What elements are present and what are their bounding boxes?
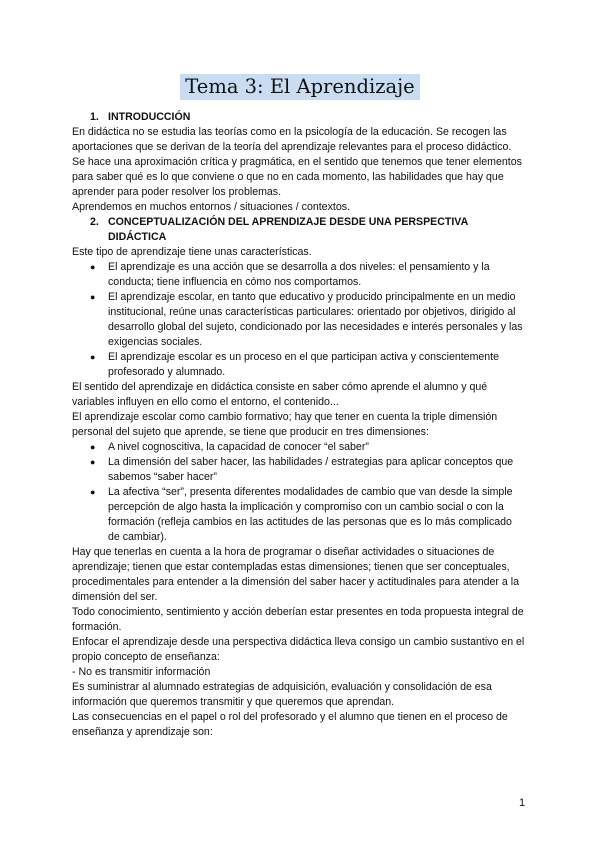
title-wrapper: [0, 74, 600, 100]
paragraph: Hay que tenerlas en cuenta a la hora de programar o diseñar actividades o situaciones de aprendizaje; tienen que estar contempladas estas dimensiones; tienen que ser conceptuales, procedimentales para entender a la dimensión del saber hacer y actitudinales para atender a la dimensión del ser.: [72, 546, 519, 603]
paragraph: Este tipo de aprendizaje tiene unas características.: [72, 246, 312, 258]
list-item: ● El aprendizaje escolar es un proceso en el que participan activa y conscientemente profesorado y alumnado.: [72, 350, 532, 380]
page-number: 1: [519, 797, 526, 809]
section-title: CONCEPTUALIZACIÓN DEL APRENDIZAJE DESDE UNA PERSPECTIVA DIDÁCTICA: [108, 216, 468, 243]
section-number: 1.: [90, 111, 99, 123]
paragraph: Enfocar el aprendizaje desde una perspectiva didáctica lleva consigo un cambio sustantivo en el propio concepto de enseñanza:: [72, 636, 525, 663]
section-2-heading: [72, 215, 532, 245]
bullet-list: [72, 260, 532, 380]
list-item: ● El aprendizaje es una acción que se desarrolla a dos niveles: el pensamiento y la conducta; tiene influencia en cómo nos comportamos.: [72, 260, 532, 290]
section-title: INTRODUCCIÓN: [108, 111, 191, 123]
bullet-list: [72, 440, 532, 545]
paragraph: - No es transmitir información: [72, 666, 211, 678]
paragraph: Todo conocimiento, sentimiento y acción deberían estar presentes en toda propuesta integral de formación.: [72, 606, 524, 633]
paragraph: Aprendemos en muchos entornos / situaciones / contextos.: [72, 201, 350, 213]
paragraph: El aprendizaje escolar como cambio formativo; hay que tener en cuenta la triple dimensión personal del sujeto que aprende, se tiene que producir en tres dimensiones:: [72, 411, 498, 438]
paragraph: Se hace una aproximación crítica y pragmática, en el sentido que tenemos que tener elementos para saber qué es lo que conviene o que no en cada momento, las habilidades que hay que aprender para poder resolver los problemas.: [72, 156, 522, 198]
list-item: ● La afectiva “ser”, presenta diferentes modalidades de cambio que van desde la simple percepción de algo hasta la implicación y compromiso con un cambio social o con la formación (refleja cambios en las actitudes de las personas que es lo más complicado de cambiar).: [72, 485, 532, 545]
paragraph: En didáctica no se estudia las teorías como en la psicología de la educación. Se recogen las aportaciones que se derivan de la teoría del aprendizaje relevantes para el proceso didáctico.: [72, 126, 512, 153]
paragraph: Es suministrar al alumnado estrategias de adquisición, evaluación y consolidación de esa información que queremos transmitir y que queremos que aprendan.: [72, 681, 492, 708]
page-title: Tema 3: El Aprendizaje: [180, 74, 419, 100]
document-body: [72, 110, 532, 740]
section-number: 2.: [90, 216, 99, 228]
list-item: ● A nivel cognoscitiva, la capacidad de conocer “el saber”: [72, 440, 532, 455]
list-item: ● El aprendizaje escolar, en tanto que educativo y producido principalmente en un medio institucional, reúne unas características particulares: orientado por objetivos, dirigido al desarrollo global del sujeto, condicionado por las necesidades e interés personales y las exigencias sociales.: [72, 290, 532, 350]
paragraph: Las consecuencias en el papel o rol del profesorado y el alumno que tienen en el proceso de enseñanza y aprendizaje son:: [72, 711, 508, 738]
paragraph: El sentido del aprendizaje en didáctica consiste en saber cómo aprende el alumno y qué variables influyen en ello como el entorno, el contenido...: [72, 381, 488, 408]
list-item: ● La dimensión del saber hacer, las habilidades / estrategias para aplicar conceptos que sabemos “saber hacer”: [72, 455, 532, 485]
section-1-heading: [72, 110, 532, 125]
